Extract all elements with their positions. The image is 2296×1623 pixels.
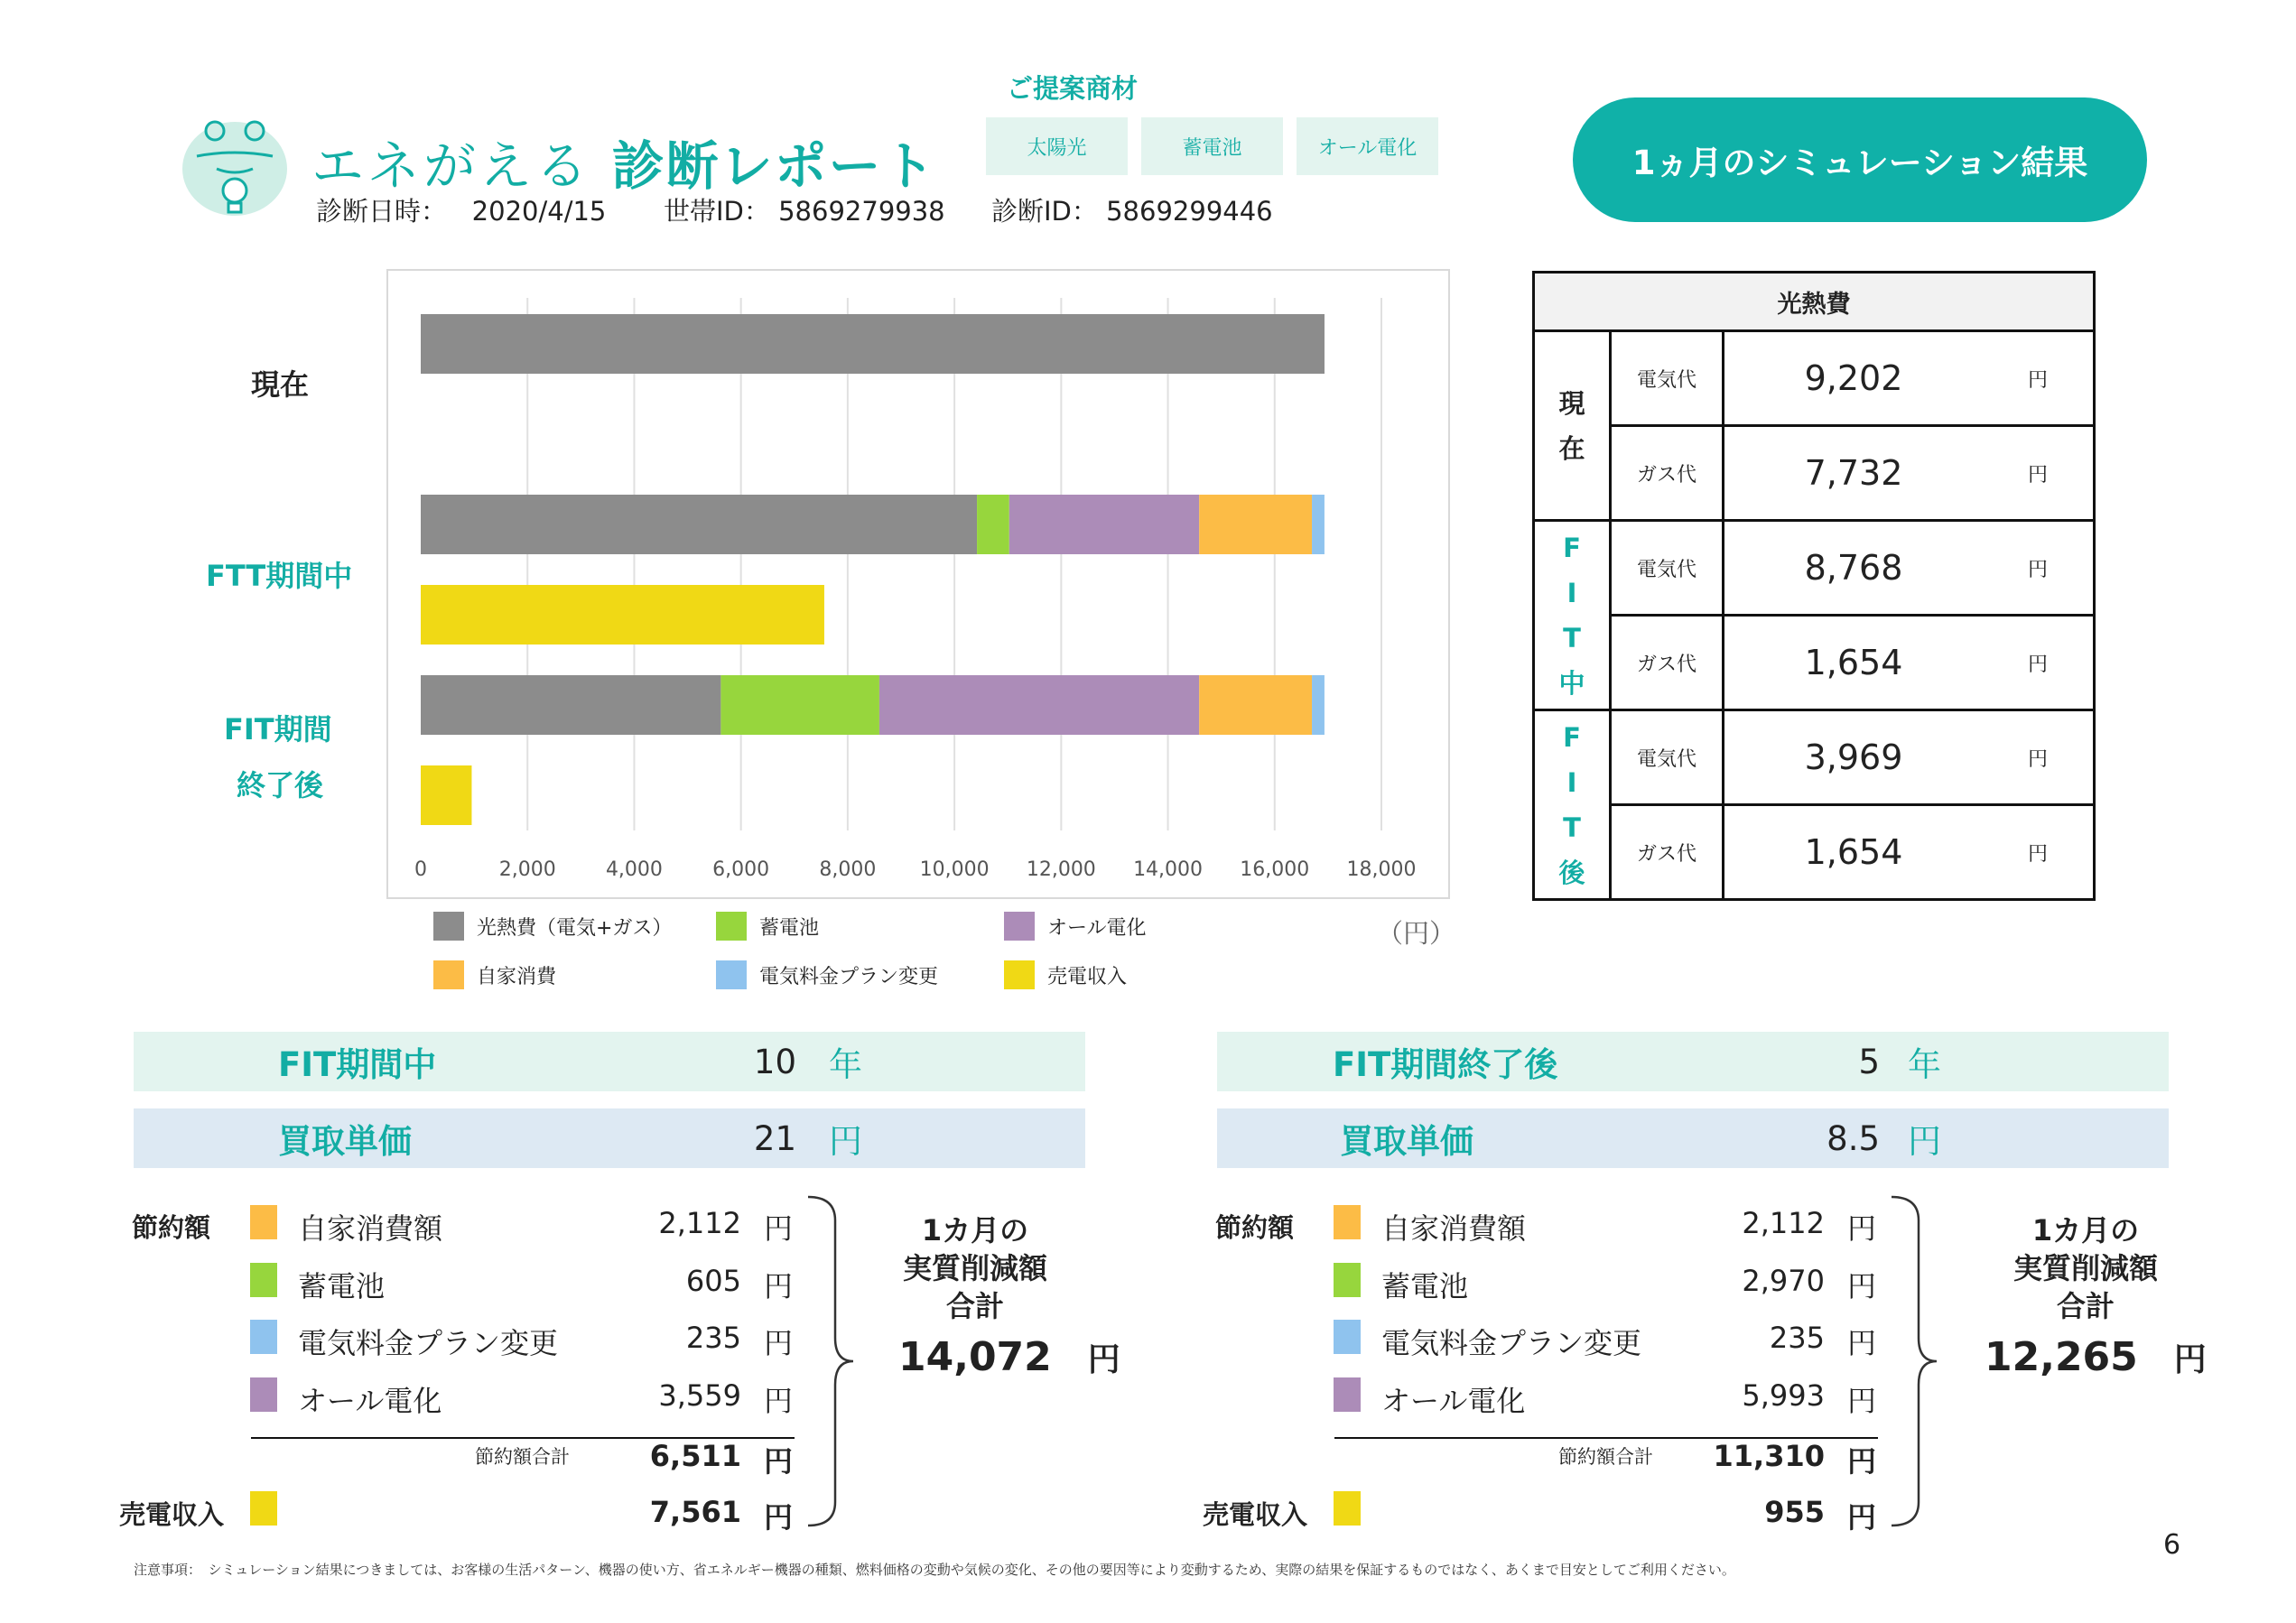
legend-utility: 光熱費（電気+ガス） <box>433 912 672 941</box>
cost-unit: 円 <box>1983 426 2095 521</box>
group-label-fit-after: F I T 後 <box>1534 710 1611 900</box>
x-tick-label: 0 <box>414 858 427 881</box>
yen-unit: 円 <box>764 1444 794 1479</box>
legend-battery: 蓄電池 <box>716 912 819 941</box>
sales-label: 売電収入 <box>1203 1499 1308 1530</box>
cost-value: 8,768 <box>1724 521 1984 616</box>
fit-after-period-band <box>1217 1032 2169 1091</box>
item-value: 235 <box>685 1321 741 1355</box>
item-name: 蓄電池 <box>1381 1269 1469 1303</box>
bar-segment <box>421 585 824 645</box>
disclaimer-note: 注意事項： シミュレーション結果につきましては、お客様の生活パターン、機器の使い方、省エネルギー機器の種類、燃料価格の変動や気候の変化、その他の要因等により変動するため、実際の結果を保証するものではなく、あくまで目安としてご利用ください。 <box>134 1562 1735 1578</box>
item-name: オール電化 <box>1381 1384 1526 1418</box>
cost-value: 3,969 <box>1724 710 1984 805</box>
cost-kind: 電気代 <box>1611 710 1724 805</box>
item-value: 235 <box>1769 1321 1825 1355</box>
swatch-battery <box>1334 1263 1361 1297</box>
cost-unit: 円 <box>1983 616 2095 710</box>
x-tick-label: 8,000 <box>819 858 877 881</box>
brace-icon <box>1887 1193 1941 1529</box>
group-label-fit-during: F I T 中 <box>1534 521 1611 710</box>
item-value: 3,559 <box>658 1378 741 1413</box>
swatch-self-consumption <box>250 1205 277 1239</box>
yen-unit: 円 <box>764 1326 794 1360</box>
cost-table-header: 光熱費 <box>1534 273 2095 331</box>
sales-value: 955 <box>1764 1495 1825 1529</box>
x-tick-label: 14,000 <box>1133 858 1204 881</box>
price-value: 21 <box>753 1118 796 1158</box>
row-label-fit-during: FTT期間中 <box>206 559 353 593</box>
yen-unit: 円 <box>1847 1269 1877 1303</box>
item-value: 5,993 <box>1742 1378 1825 1413</box>
fit-during-period-band <box>134 1032 1085 1091</box>
cost-unit: 円 <box>1983 710 2095 805</box>
diagnosis-date: 診断日時： 2020/4/15 <box>316 196 607 227</box>
item-value: 605 <box>685 1264 741 1298</box>
sales-value: 7,561 <box>649 1495 741 1529</box>
simulation-result-title: 1ヵ月のシミュレーション結果 <box>1573 97 2147 222</box>
household-id: 世帯ID： 5869279938 <box>664 196 945 227</box>
page-number: 6 <box>2163 1529 2181 1561</box>
item-name: 電気料金プラン変更 <box>298 1326 559 1360</box>
price-label: 買取単価 <box>1340 1122 1473 1161</box>
x-tick-label: 6,000 <box>712 858 770 881</box>
swatch-all-electric <box>250 1377 277 1412</box>
bar-segment <box>421 765 471 825</box>
bar-segment <box>421 314 1325 374</box>
report-title: エネがえる 診断レポート <box>311 135 937 197</box>
item-value: 2,112 <box>1742 1206 1825 1240</box>
legend-swatch <box>1004 960 1035 989</box>
cost-kind: ガス代 <box>1611 805 1724 900</box>
legend-swatch <box>716 912 747 941</box>
legend-swatch <box>716 960 747 989</box>
yen-unit: 円 <box>1847 1326 1877 1360</box>
summary-title: 1カ月の 実質削減額 合計 <box>2012 1213 2158 1323</box>
group-label-current: 現 在 <box>1534 331 1611 521</box>
x-tick-label: 16,000 <box>1240 858 1310 881</box>
item-name: オール電化 <box>298 1384 442 1418</box>
row-label-fit-after-2: 終了後 <box>237 768 324 802</box>
cost-kind: 電気代 <box>1611 331 1724 426</box>
item-name: 電気料金プラン変更 <box>1381 1326 1642 1360</box>
summary-value: 14,072 円 <box>898 1334 1120 1380</box>
fit-after-price-band <box>1217 1108 2169 1168</box>
savings-label: 節約額 <box>1215 1212 1295 1243</box>
item-value: 2,970 <box>1742 1264 1825 1298</box>
cost-value: 9,202 <box>1724 331 1984 426</box>
x-tick-label: 12,000 <box>1026 858 1096 881</box>
proposal-label: ご提案商材 <box>1007 73 1139 104</box>
cost-unit: 円 <box>1983 521 2095 616</box>
yen-unit: 円 <box>764 1500 794 1535</box>
bar-segment <box>1312 495 1325 554</box>
legend-self-consumption: 自家消費 <box>433 960 556 989</box>
item-value: 2,112 <box>658 1206 741 1240</box>
yen-unit: 円 <box>1847 1444 1877 1479</box>
row-label-current: 現在 <box>251 367 310 402</box>
legend-swatch <box>1004 912 1035 941</box>
savings-label: 節約額 <box>132 1212 211 1243</box>
subtotal-value: 11,310 <box>1713 1439 1825 1473</box>
cost-value: 1,654 <box>1724 616 1984 710</box>
yen-unit: 円 <box>1847 1500 1877 1535</box>
swatch-power-sales <box>250 1491 277 1526</box>
price-label: 買取単価 <box>278 1122 412 1161</box>
cost-kind: ガス代 <box>1611 426 1724 521</box>
cost-kind: ガス代 <box>1611 616 1724 710</box>
diagnosis-id: 診断ID： 5869299446 <box>991 196 1273 227</box>
x-tick-label: 2,000 <box>498 858 556 881</box>
price-value: 8.5 <box>1827 1118 1880 1158</box>
row-label-fit-after-1: FIT期間 <box>224 712 332 747</box>
period-unit: 年 <box>1908 1045 1941 1084</box>
x-tick-label: 10,000 <box>919 858 990 881</box>
price-unit: 円 <box>1908 1122 1941 1161</box>
cost-kind: 電気代 <box>1611 521 1724 616</box>
x-tick-label: 4,000 <box>605 858 663 881</box>
period-unit: 年 <box>829 1045 862 1084</box>
proposal-chip-all-electric: オール電化 <box>1297 117 1438 175</box>
period-label: FIT期間中 <box>278 1045 437 1084</box>
cost-unit: 円 <box>1983 805 2095 900</box>
item-name: 自家消費額 <box>1381 1211 1527 1246</box>
summary-value: 12,265 円 <box>1985 1334 2207 1380</box>
cost-unit: 円 <box>1983 331 2095 426</box>
summary-title: 1カ月の 実質削減額 合計 <box>902 1213 1047 1323</box>
item-name: 自家消費額 <box>298 1211 443 1246</box>
proposal-chip-solar: 太陽光 <box>986 117 1128 175</box>
yen-unit: 円 <box>764 1211 794 1246</box>
swatch-all-electric <box>1334 1377 1361 1412</box>
yen-unit: 円 <box>764 1384 794 1418</box>
period-value: 10 <box>753 1042 796 1081</box>
subtotal-label: 節約額合計 <box>1558 1446 1653 1468</box>
bar-segment <box>1312 675 1325 735</box>
chart-unit-label: （円） <box>1377 918 1456 949</box>
swatch-plan-change <box>1334 1320 1361 1354</box>
utility-cost-table <box>1532 271 2096 901</box>
x-tick-label: 18,000 <box>1346 858 1417 881</box>
yen-unit: 円 <box>1847 1384 1877 1418</box>
bar-segment <box>1199 495 1312 554</box>
swatch-power-sales <box>1334 1491 1361 1526</box>
cost-value: 1,654 <box>1724 805 1984 900</box>
bar-segment <box>421 675 720 735</box>
fit-during-price-band <box>134 1108 1085 1168</box>
yen-unit: 円 <box>764 1269 794 1303</box>
yen-unit: 円 <box>1847 1211 1877 1246</box>
bar-segment <box>421 495 977 554</box>
legend-swatch <box>433 912 464 941</box>
brace-icon <box>804 1193 858 1529</box>
subtotal-label: 節約額合計 <box>475 1446 570 1468</box>
period-value: 5 <box>1858 1042 1880 1081</box>
bar-segment <box>1199 675 1312 735</box>
bar-segment <box>879 675 1199 735</box>
bar-segment <box>720 675 879 735</box>
legend-all-electric: オール電化 <box>1004 912 1147 941</box>
swatch-plan-change <box>250 1320 277 1354</box>
legend-swatch <box>433 960 464 989</box>
period-label: FIT期間終了後 <box>1333 1045 1558 1084</box>
swatch-battery <box>250 1263 277 1297</box>
swatch-self-consumption <box>1334 1205 1361 1239</box>
price-unit: 円 <box>829 1122 862 1161</box>
proposal-chip-battery: 蓄電池 <box>1141 117 1283 175</box>
cost-value: 7,732 <box>1724 426 1984 521</box>
bar-segment <box>1009 495 1199 554</box>
legend-power-sales: 売電収入 <box>1004 960 1127 989</box>
bar-segment <box>977 495 1009 554</box>
legend-plan-change: 電気料金プラン変更 <box>716 960 938 989</box>
sales-label: 売電収入 <box>119 1499 225 1530</box>
item-name: 蓄電池 <box>298 1269 386 1303</box>
subtotal-value: 6,511 <box>649 1439 741 1473</box>
